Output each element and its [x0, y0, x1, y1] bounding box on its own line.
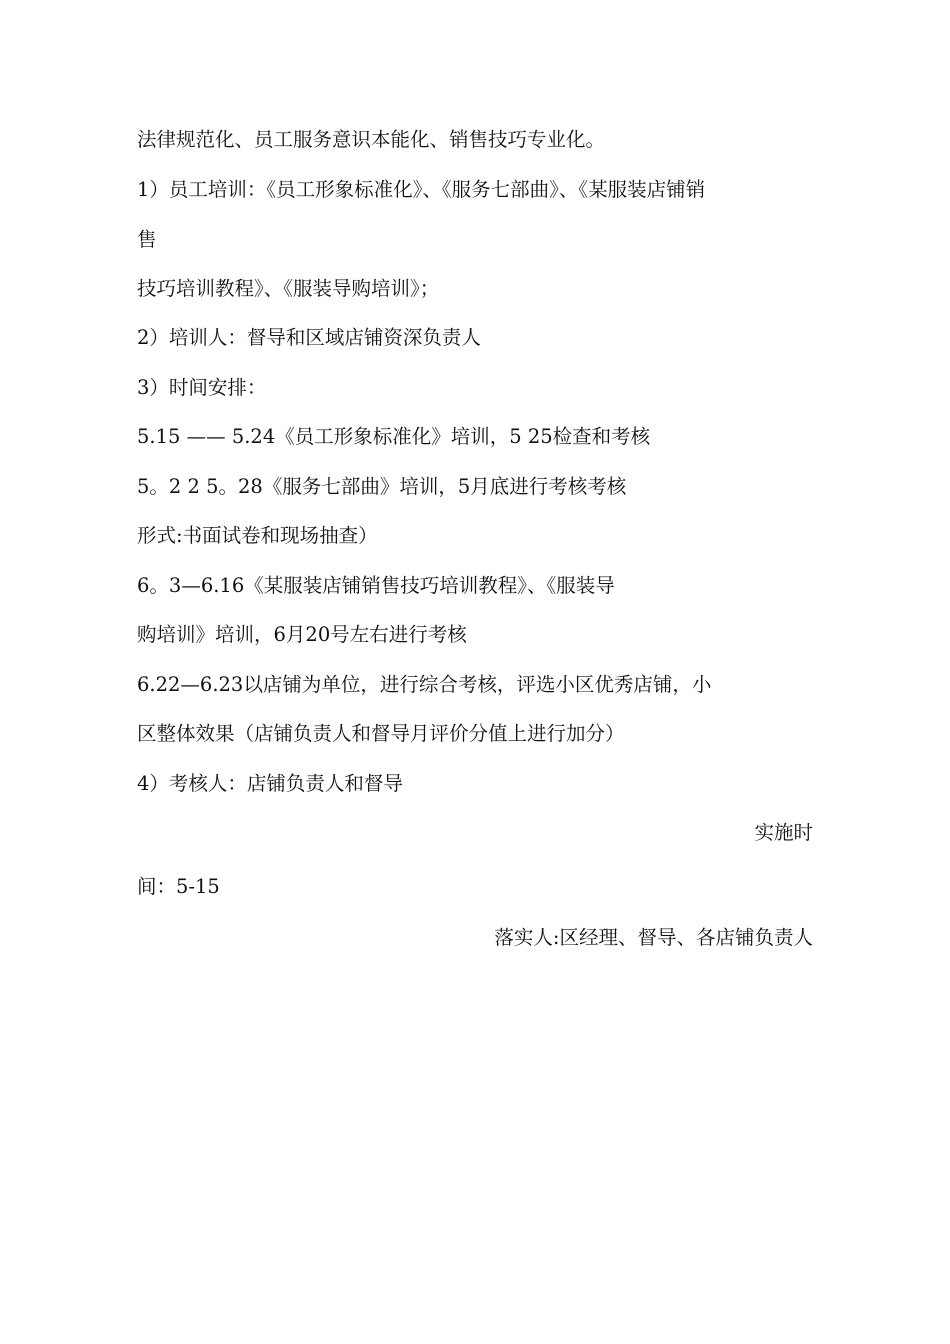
text-line-10: 6。3—6.16《某服装店铺销售技巧培训教程》、《服装导 — [137, 574, 615, 597]
text-line-5: 2）培训人：督导和区域店铺资深负责人 — [137, 326, 481, 349]
text-line-9: 形式:书面试卷和现场抽查） — [137, 524, 378, 547]
text-line-16: 间：5-15 — [137, 875, 220, 898]
text-line-15: 实施时 — [754, 821, 813, 844]
text-line-3: 售 — [137, 228, 157, 251]
text-line-13: 区整体效果（店铺负责人和督导月评价分值上进行加分） — [137, 722, 625, 745]
text-line-1: 法律规范化、员工服务意识本能化、销售技巧专业化。 — [137, 128, 606, 151]
text-line-2: 1）员工培训：《员工形象标准化》、《服务七部曲》、《某服装店铺销 — [137, 178, 706, 201]
text-line-17: 落实人:区经理、督导、各店铺负责人 — [494, 926, 813, 949]
text-line-7: 5.15 —— 5.24《员工形象标准化》培训，5 25检查和考核 — [137, 425, 651, 448]
text-line-14: 4）考核人：店铺负责人和督导 — [137, 772, 403, 795]
text-line-8: 5。2 2 5。28《服务七部曲》培训，5月底进行考核考核 — [137, 475, 627, 498]
text-line-4: 技巧培训教程》、《服装导购培训》； — [137, 277, 440, 300]
text-line-12: 6.22—6.23以店铺为单位，进行综合考核，评选小区优秀店铺，小 — [137, 673, 712, 696]
text-line-11: 购培训》培训，6月20号左右进行考核 — [137, 623, 467, 646]
text-line-6: 3）时间安排： — [137, 376, 267, 399]
